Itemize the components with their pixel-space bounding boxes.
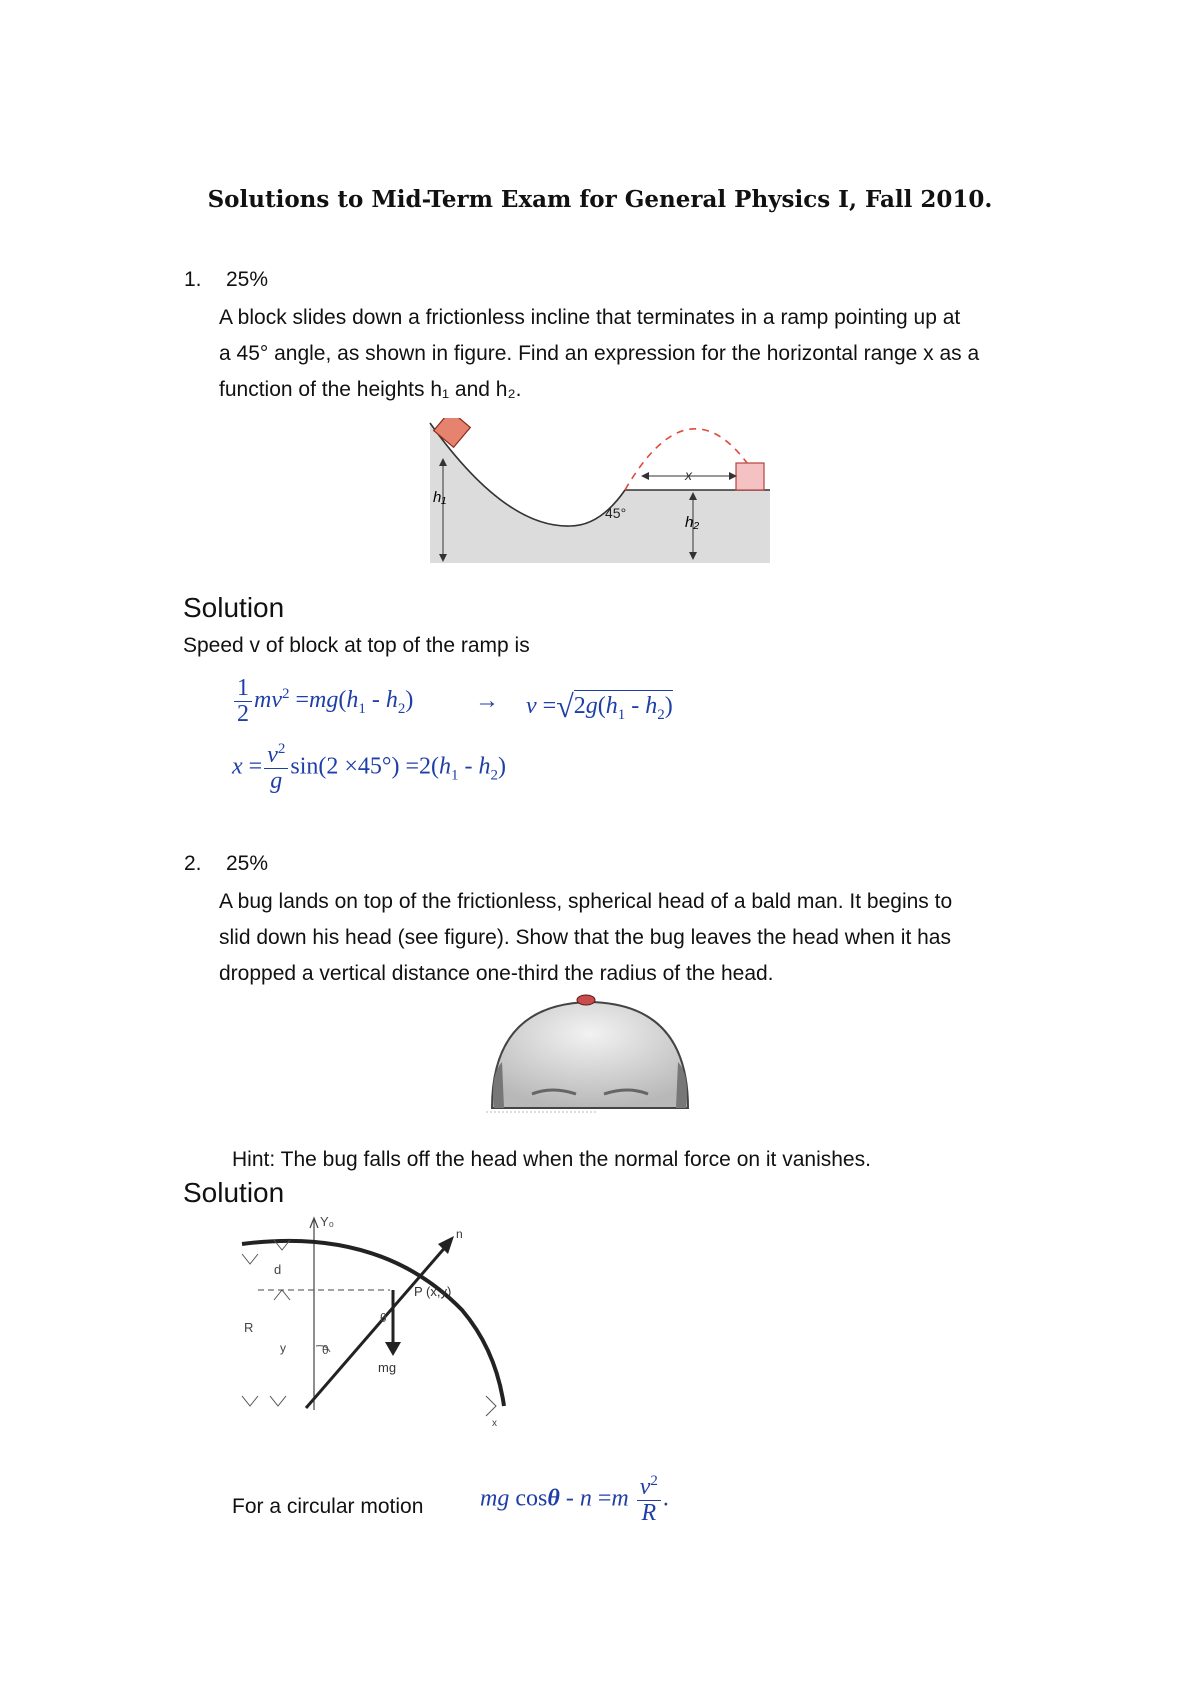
bald-head-figure bbox=[486, 990, 694, 1114]
problem-2-number: 2. bbox=[184, 852, 202, 875]
y-marker-bottom bbox=[270, 1396, 286, 1406]
page-title: Solutions to Mid-Term Exam for General Physics I, Fall 2010. bbox=[207, 186, 993, 213]
fraction-v2-over-g: $\frac{v^2}{g}$ bbox=[264, 742, 288, 794]
fraction-one-half: $\frac{1}{2}$ bbox=[234, 676, 252, 727]
r-marker-bottom bbox=[242, 1396, 258, 1406]
weight-arrow-head bbox=[385, 1342, 401, 1356]
problem-2-line-1: A bug lands on top of the frictionless, spherical head of a bald man. It begins to bbox=[219, 890, 953, 913]
problem-1-number: 1. bbox=[184, 268, 202, 291]
h1-label: h₁ bbox=[433, 489, 447, 506]
n-label: n bbox=[456, 1227, 463, 1241]
y-label: y bbox=[280, 1341, 286, 1355]
solution-1-arrow: → bbox=[475, 688, 499, 714]
d-marker-bottom bbox=[274, 1290, 290, 1300]
x-axis-arrow bbox=[486, 1396, 496, 1416]
solution-1-equation-1: $\frac{1}{2}$ $mv^2 =mg(h_1 - h_2)$ bbox=[232, 676, 413, 727]
problem-2-line-2: slid down his head (see figure). Show that the bug leaves the head when it has bbox=[219, 926, 951, 949]
x-label: x bbox=[685, 467, 692, 483]
d-label: d bbox=[274, 1262, 282, 1277]
fraction-v2-over-r: $\frac{v^2}{R}$ bbox=[637, 1474, 661, 1526]
bug-icon bbox=[577, 995, 595, 1005]
problem-1-line-1: A block slides down a frictionless incline that terminates in a ramp pointing up at bbox=[219, 306, 961, 329]
theta-label-top: θ bbox=[380, 1311, 387, 1325]
r-marker-top bbox=[242, 1254, 258, 1264]
problem-1-text bbox=[219, 300, 1039, 408]
x-arrow-head-left bbox=[641, 472, 649, 480]
problem-2-line-3: dropped a vertical distance one-third the radius of the head. bbox=[219, 962, 774, 985]
circular-motion-equation: mg cosθ - n =m $\frac{v^2}{R}$ . bbox=[480, 1473, 669, 1527]
problem-2-weight: 25% bbox=[226, 852, 269, 875]
p-label: P (x,y) bbox=[414, 1284, 452, 1299]
solution-1-heading: Solution bbox=[183, 592, 285, 623]
ground-shape bbox=[430, 423, 770, 563]
radius-line-to-n bbox=[306, 1244, 448, 1408]
problem-1-line-2: a 45° angle, as shown in figure. Find an expression for the horizontal range x as a bbox=[219, 342, 980, 365]
theta-label-bottom: θ bbox=[322, 1343, 329, 1357]
block-on-platform bbox=[736, 463, 764, 490]
solution-1-equation-1-right: $v =√2g(h_1 - h_2)$ bbox=[526, 688, 673, 724]
mg-label: mg bbox=[378, 1360, 397, 1375]
solution-2-heading: Solution bbox=[183, 1177, 285, 1208]
x-axis-label: x bbox=[492, 1418, 497, 1429]
circular-motion-text: For a circular motion bbox=[232, 1495, 424, 1518]
h2-label: h₂ bbox=[685, 514, 700, 531]
problem-1-weight: 25% bbox=[226, 268, 269, 291]
hint-text: Hint: The bug falls off the head when the normal force on it vanishes. bbox=[232, 1148, 871, 1171]
y0-label: Y₀ bbox=[320, 1214, 335, 1229]
solution-1-equation-2: x = $\frac{v^2}{g}$ $\sin(2 \times 45^\circ) =2(h_1 - h_2)$ bbox=[232, 741, 507, 795]
head-arc bbox=[242, 1241, 504, 1406]
force-diagram bbox=[230, 1210, 530, 1430]
solution-1-line: Speed v of block at top of the ramp is bbox=[183, 634, 530, 657]
incline-ramp-figure bbox=[425, 418, 775, 568]
problem-2-text bbox=[219, 884, 1039, 992]
angle-label: 45° bbox=[605, 505, 627, 521]
problem-1-line-3: function of the heights h₁ and h₂. bbox=[219, 378, 522, 401]
head-shape bbox=[492, 1002, 688, 1108]
r-label: R bbox=[244, 1320, 254, 1335]
